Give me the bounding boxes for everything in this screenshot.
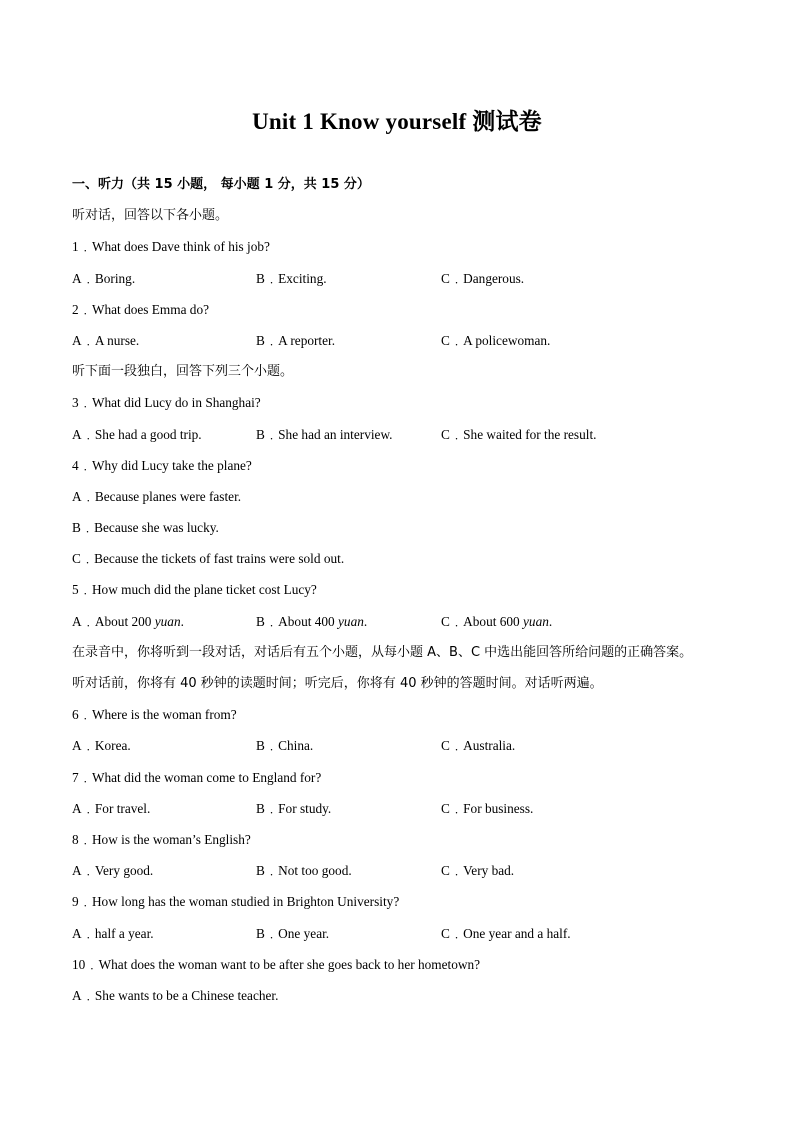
option-a: A﹒She wants to be a Chinese teacher. bbox=[72, 987, 279, 1003]
question-5: 5﹒How much did the plane ticket cost Lucy? bbox=[72, 582, 317, 598]
option-a-end: . bbox=[180, 613, 184, 629]
options-7 bbox=[72, 797, 752, 828]
option-b bbox=[256, 610, 441, 641]
option-a-text: A﹒About 200 bbox=[72, 613, 155, 629]
option-a: A﹒A nurse. bbox=[72, 332, 140, 348]
option-b: B﹒Exciting. bbox=[256, 270, 327, 286]
page-title: Unit 1 Know yourself 测试卷 bbox=[252, 109, 542, 134]
options-2 bbox=[72, 329, 752, 360]
question-2: 2﹒What does Emma do? bbox=[72, 301, 209, 317]
option-b-text: B﹒About 400 bbox=[256, 613, 339, 629]
option-c: C﹒For business. bbox=[441, 800, 534, 816]
option-a: A﹒For travel. bbox=[72, 800, 151, 816]
instruction-dialog-1: 听对话，回答以下各小题。 bbox=[72, 208, 229, 224]
option-b-end: . bbox=[363, 613, 368, 629]
instruction-monologue: 听下面一段独白，回答下列三个小题。 bbox=[72, 364, 294, 380]
question-7: 7﹒What did the woman come to England for? bbox=[72, 769, 322, 785]
option-b: B﹒One year. bbox=[256, 925, 330, 941]
question-1: 1﹒What does Dave think of his job? bbox=[72, 239, 270, 255]
option-c bbox=[441, 610, 552, 641]
option-c: C﹒One year and a half. bbox=[441, 925, 571, 941]
option-c: C﹒A policewoman. bbox=[441, 332, 551, 348]
option-b: B﹒Not too good. bbox=[256, 863, 352, 879]
option-c-text: C﹒About 600 bbox=[441, 613, 524, 629]
question-4: 4﹒Why did Lucy take the plane? bbox=[72, 457, 252, 473]
option-c: C﹒Very bad. bbox=[441, 863, 515, 879]
option-c: C﹒Australia. bbox=[441, 738, 516, 754]
option-a: A﹒Boring. bbox=[72, 270, 136, 286]
option-a-unit: yuan bbox=[154, 613, 181, 629]
option-c-unit: yuan bbox=[523, 613, 549, 629]
option-a bbox=[72, 610, 256, 641]
option-a: A﹒Because planes were faster. bbox=[72, 488, 242, 504]
options-1 bbox=[72, 267, 752, 298]
option-a: A﹒Korea. bbox=[72, 738, 131, 754]
option-b: B﹒China. bbox=[256, 738, 314, 754]
instruction-dialog-2-line-1: 在录音中，你将听到一段对话，对话后有五个小题，从每小题 A、B、C 中选出能回答所给问题的正确答案。 bbox=[72, 644, 693, 660]
question-6: 6﹒Where is the woman from? bbox=[72, 707, 237, 723]
option-b: B﹒A reporter. bbox=[256, 332, 336, 348]
option-b: B﹒For study. bbox=[256, 800, 332, 816]
option-b: B﹒Because she was lucky. bbox=[72, 520, 219, 536]
option-a: A﹒Very good. bbox=[72, 863, 154, 879]
section-heading: 一、听力（共 15 小题， 每小题 1 分，共 15 分） bbox=[72, 177, 370, 192]
options-6 bbox=[72, 734, 752, 765]
option-b-unit: yuan bbox=[338, 613, 364, 629]
option-c: C﹒Dangerous. bbox=[441, 270, 525, 286]
options-9 bbox=[72, 922, 752, 953]
options-3 bbox=[72, 423, 752, 454]
options-5 bbox=[72, 610, 752, 641]
option-a: A﹒half a year. bbox=[72, 925, 154, 941]
options-8 bbox=[72, 859, 752, 890]
instruction-dialog-2-line-2: 听对话前，你将有 40 秒钟的读题时间；听完后，你将有 40 秒钟的答题时间。对话听两遍。 bbox=[72, 676, 603, 691]
option-c-end: . bbox=[548, 613, 553, 629]
option-c: C﹒She waited for the result. bbox=[441, 426, 597, 442]
option-a: A﹒She had a good trip. bbox=[72, 426, 202, 442]
question-3: 3﹒What did Lucy do in Shanghai? bbox=[72, 395, 261, 411]
option-c: C﹒Because the tickets of fast trains were sold out. bbox=[72, 551, 345, 567]
option-b: B﹒She had an interview. bbox=[256, 426, 393, 442]
listening-section bbox=[72, 173, 752, 1015]
question-8: 8﹒How is the woman’s English? bbox=[72, 831, 251, 847]
question-10: 10﹒What does the woman want to be after she goes back to her hometown? bbox=[72, 956, 481, 972]
question-9: 9﹒How long has the woman studied in Brighton University? bbox=[72, 894, 400, 910]
